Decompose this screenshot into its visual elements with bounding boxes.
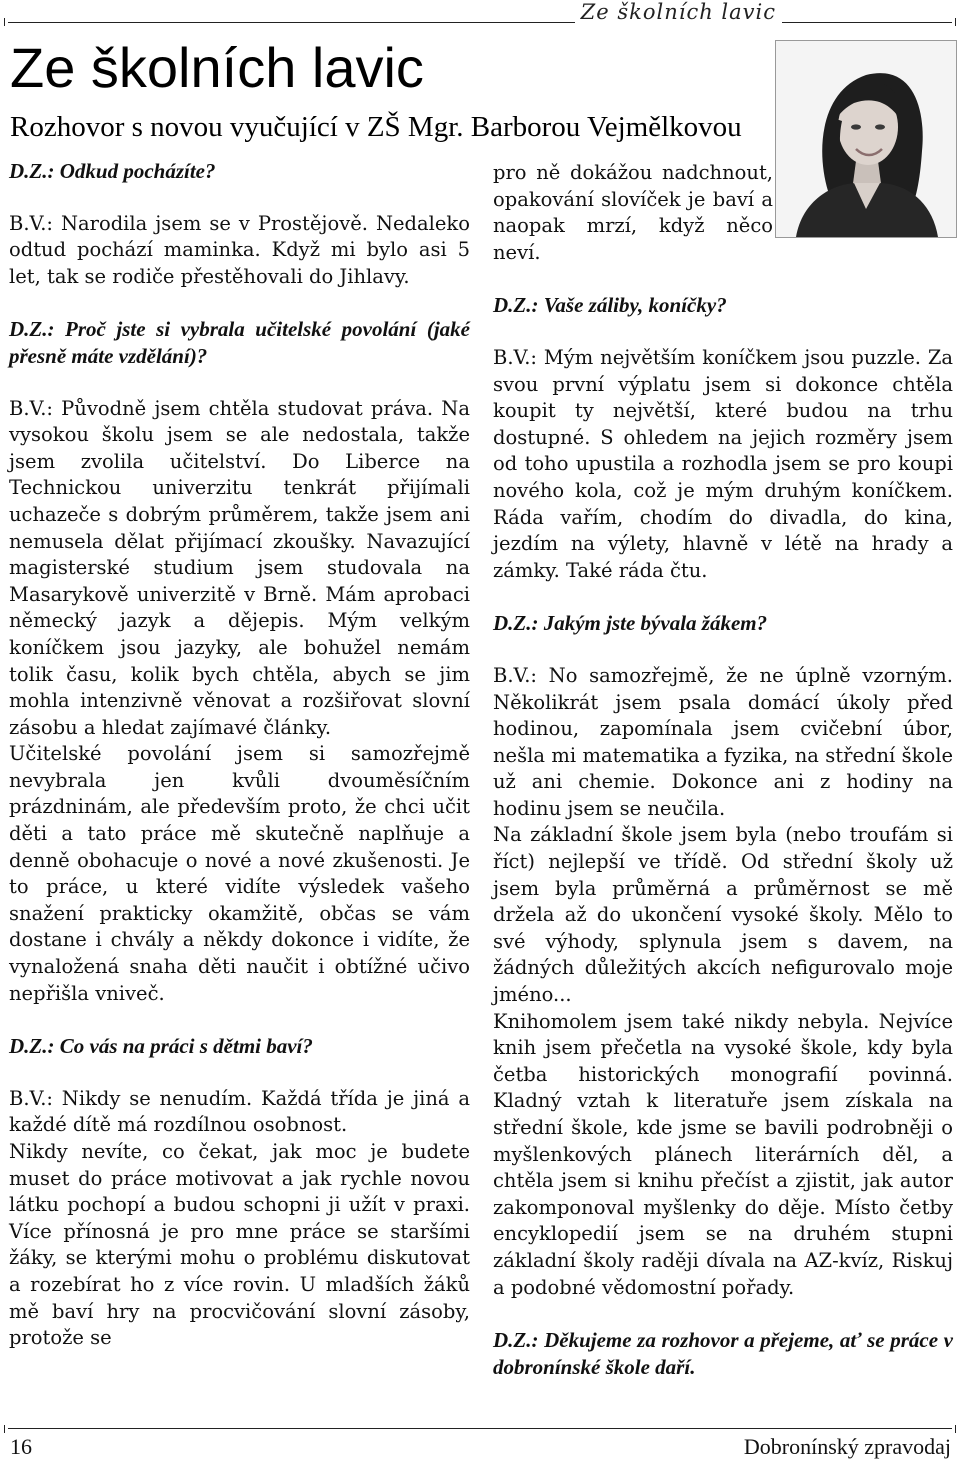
question-as-student: D.Z.: Jakým jste bývala žákem?: [493, 611, 768, 636]
footer-rule-left-end: [4, 1425, 13, 1433]
left-column: [9, 158, 470, 1352]
right-column: [493, 160, 953, 1380]
question-profession: D.Z.: Proč jste si vybrala učitelské povolání (jaké přesně máte vzdělání)?: [9, 317, 470, 368]
header-rule-left-end: [4, 18, 13, 26]
answer-as-student-continued: Na základní škole jsem byla (nebo troufám si říct) nejlepší ve třídě. Od střední školy už jsem byla průměrná a průměrnost se mě držela až do ukončení vysoké školy. Mělo to své výhody, splynula jsem s davem, na žádných důležitých akcích nefigurovalo moje jméno...: [493, 823, 953, 1007]
answer-work-with-children-continued: Nikdy nevíte, co čekat, jak moc je budete muset do práce motivovat a jak rychle novou látku pochopí a budou schopni ji užít v praxi. Více přínosná je pro mne práce se staršími žáky, se kterými mohu o problému diskutovat a rozebírat ho z více rovin. U mladších žáků mě baví hry na procvičování slovní zásoby, protože se: [9, 1140, 470, 1350]
answer-reading: Knihomolem jsem také nikdy nebyla. Nejvíce knih jsem přečetla na vysoké škole, kdy byla četba historických monografií povinná. Kladný vztah k literatuře jsem získala na střední škole, kde jsme se bavili podrobněji o myšlenkových plánech literárních děl, a chtěla jsem si knihu přečíst a zjistit, jak autor zakomponoval myšlenky do děje. Místo četby encyklopedií jsem se na druhém stupni základní školy raději dívala na AZ-kvíz, Riskuj a podobné vědomostní pořady.: [493, 1009, 953, 1299]
answer-work-with-children: B.V.: Nikdy se nenudím. Každá třída je jiná a každé dítě má rozdílnou osobnost.: [9, 1086, 470, 1137]
answer-profession: B.V.: Původně jsem chtěla studovat práva. Na vysokou školu jsem se ale nedostala, takže jsem zvolila učitelství. Do Liberce na Technickou univerzitu tenkrát přijímali uchazeče s dobrým průměrem, takže jsem ani nemusela dělat přijímací zkoušky. Navazující magisterské studium jsem studovala na Masarykově univerzitě v Brně. Mám aprobaci německý jazyk a dějepis. Mým velkým koníčkem jsou jazyky, ale bohužel nemám tolik času, kolik bych chtěla, abych se jim mohla intenzivně věnovat a rozšiřovat slovní zásobu a hledat zajímavé články.: [9, 396, 470, 739]
closing-thanks: D.Z.: Děkujeme za rozhovor a přejeme, ať se práce v dobronínské škole daří.: [493, 1328, 953, 1379]
page-number: 16: [10, 1434, 32, 1459]
header-rule-right-end: [947, 18, 956, 26]
article-title: Ze školních lavic: [10, 36, 424, 99]
publication-name: Dobronínský zpravodaj: [743, 1434, 951, 1459]
header-rule: [8, 22, 952, 23]
question-hobbies: D.Z.: Vaše záliby, koníčky?: [493, 293, 727, 318]
answer-profession-continued: Učitelské povolání jsem si samozřejmě nevybrala jen kvůli dvouměsíčním prázdninám, ale především proto, že chci učit děti a tato práce mě skutečně naplňuje a denně obohacuje o nové a nové zkušenosti. Je to práce, u které vidíte výsledek vašeho snažení prakticky okamžitě, občas se vám dostane i chvály a někdy dokonce i vidíte, že vynaložená snaha děti naučit i obtížné učivo nepřišla vniveč.: [9, 742, 470, 1005]
footer-rule: [8, 1428, 952, 1429]
answer-as-student: B.V.: No samozřejmě, že ne úplně vzorným. Několikrát jsem psala domácí úkoly před hodinou, zapomínala jsem cvičební úbor, nešla mi matematika a fyzika, na střední škole už ani chemie. Dokonce ani z hodiny na hodinu jsem se neučila.: [493, 663, 953, 820]
question-work-with-children: D.Z.: Co vás na práci s dětmi baví?: [9, 1034, 313, 1059]
answer-hobbies: B.V.: Mým největším koníčkem jsou puzzle. Za svou první výplatu jsem si dokonce chtěla koupit ty největší, které budou na trhu dostupné. S ohledem na jejich rozměry jsem od toho upustila a rozhodla jsem se pro koupi nového kola, což je mým druhým koníčkem. Ráda vařím, chodím do divadla, do kina, jezdím na výlety, hlavně v létě na hrady a zámky. Také ráda čtu.: [493, 345, 953, 582]
running-head: Ze školních lavic: [575, 0, 782, 24]
question-origin: D.Z.: Odkud pocházíte?: [9, 159, 216, 183]
article-subtitle: Rozhovor s novou vyučující v ZŠ Mgr. Barborou Vejmělkovou: [10, 111, 742, 143]
answer-work-with-children-end: pro ně dokážou nadchnout, opakování slovíček je baví a naopak mrzí, když něco neví.: [493, 161, 773, 264]
footer-rule-right-end: [947, 1425, 956, 1433]
answer-origin: B.V.: Narodila jsem se v Prostějově. Nedaleko odtud pochází maminka. Když mi bylo asi 5 let, tak se rodiče přestěhovali do Jihlavy.: [9, 211, 470, 288]
